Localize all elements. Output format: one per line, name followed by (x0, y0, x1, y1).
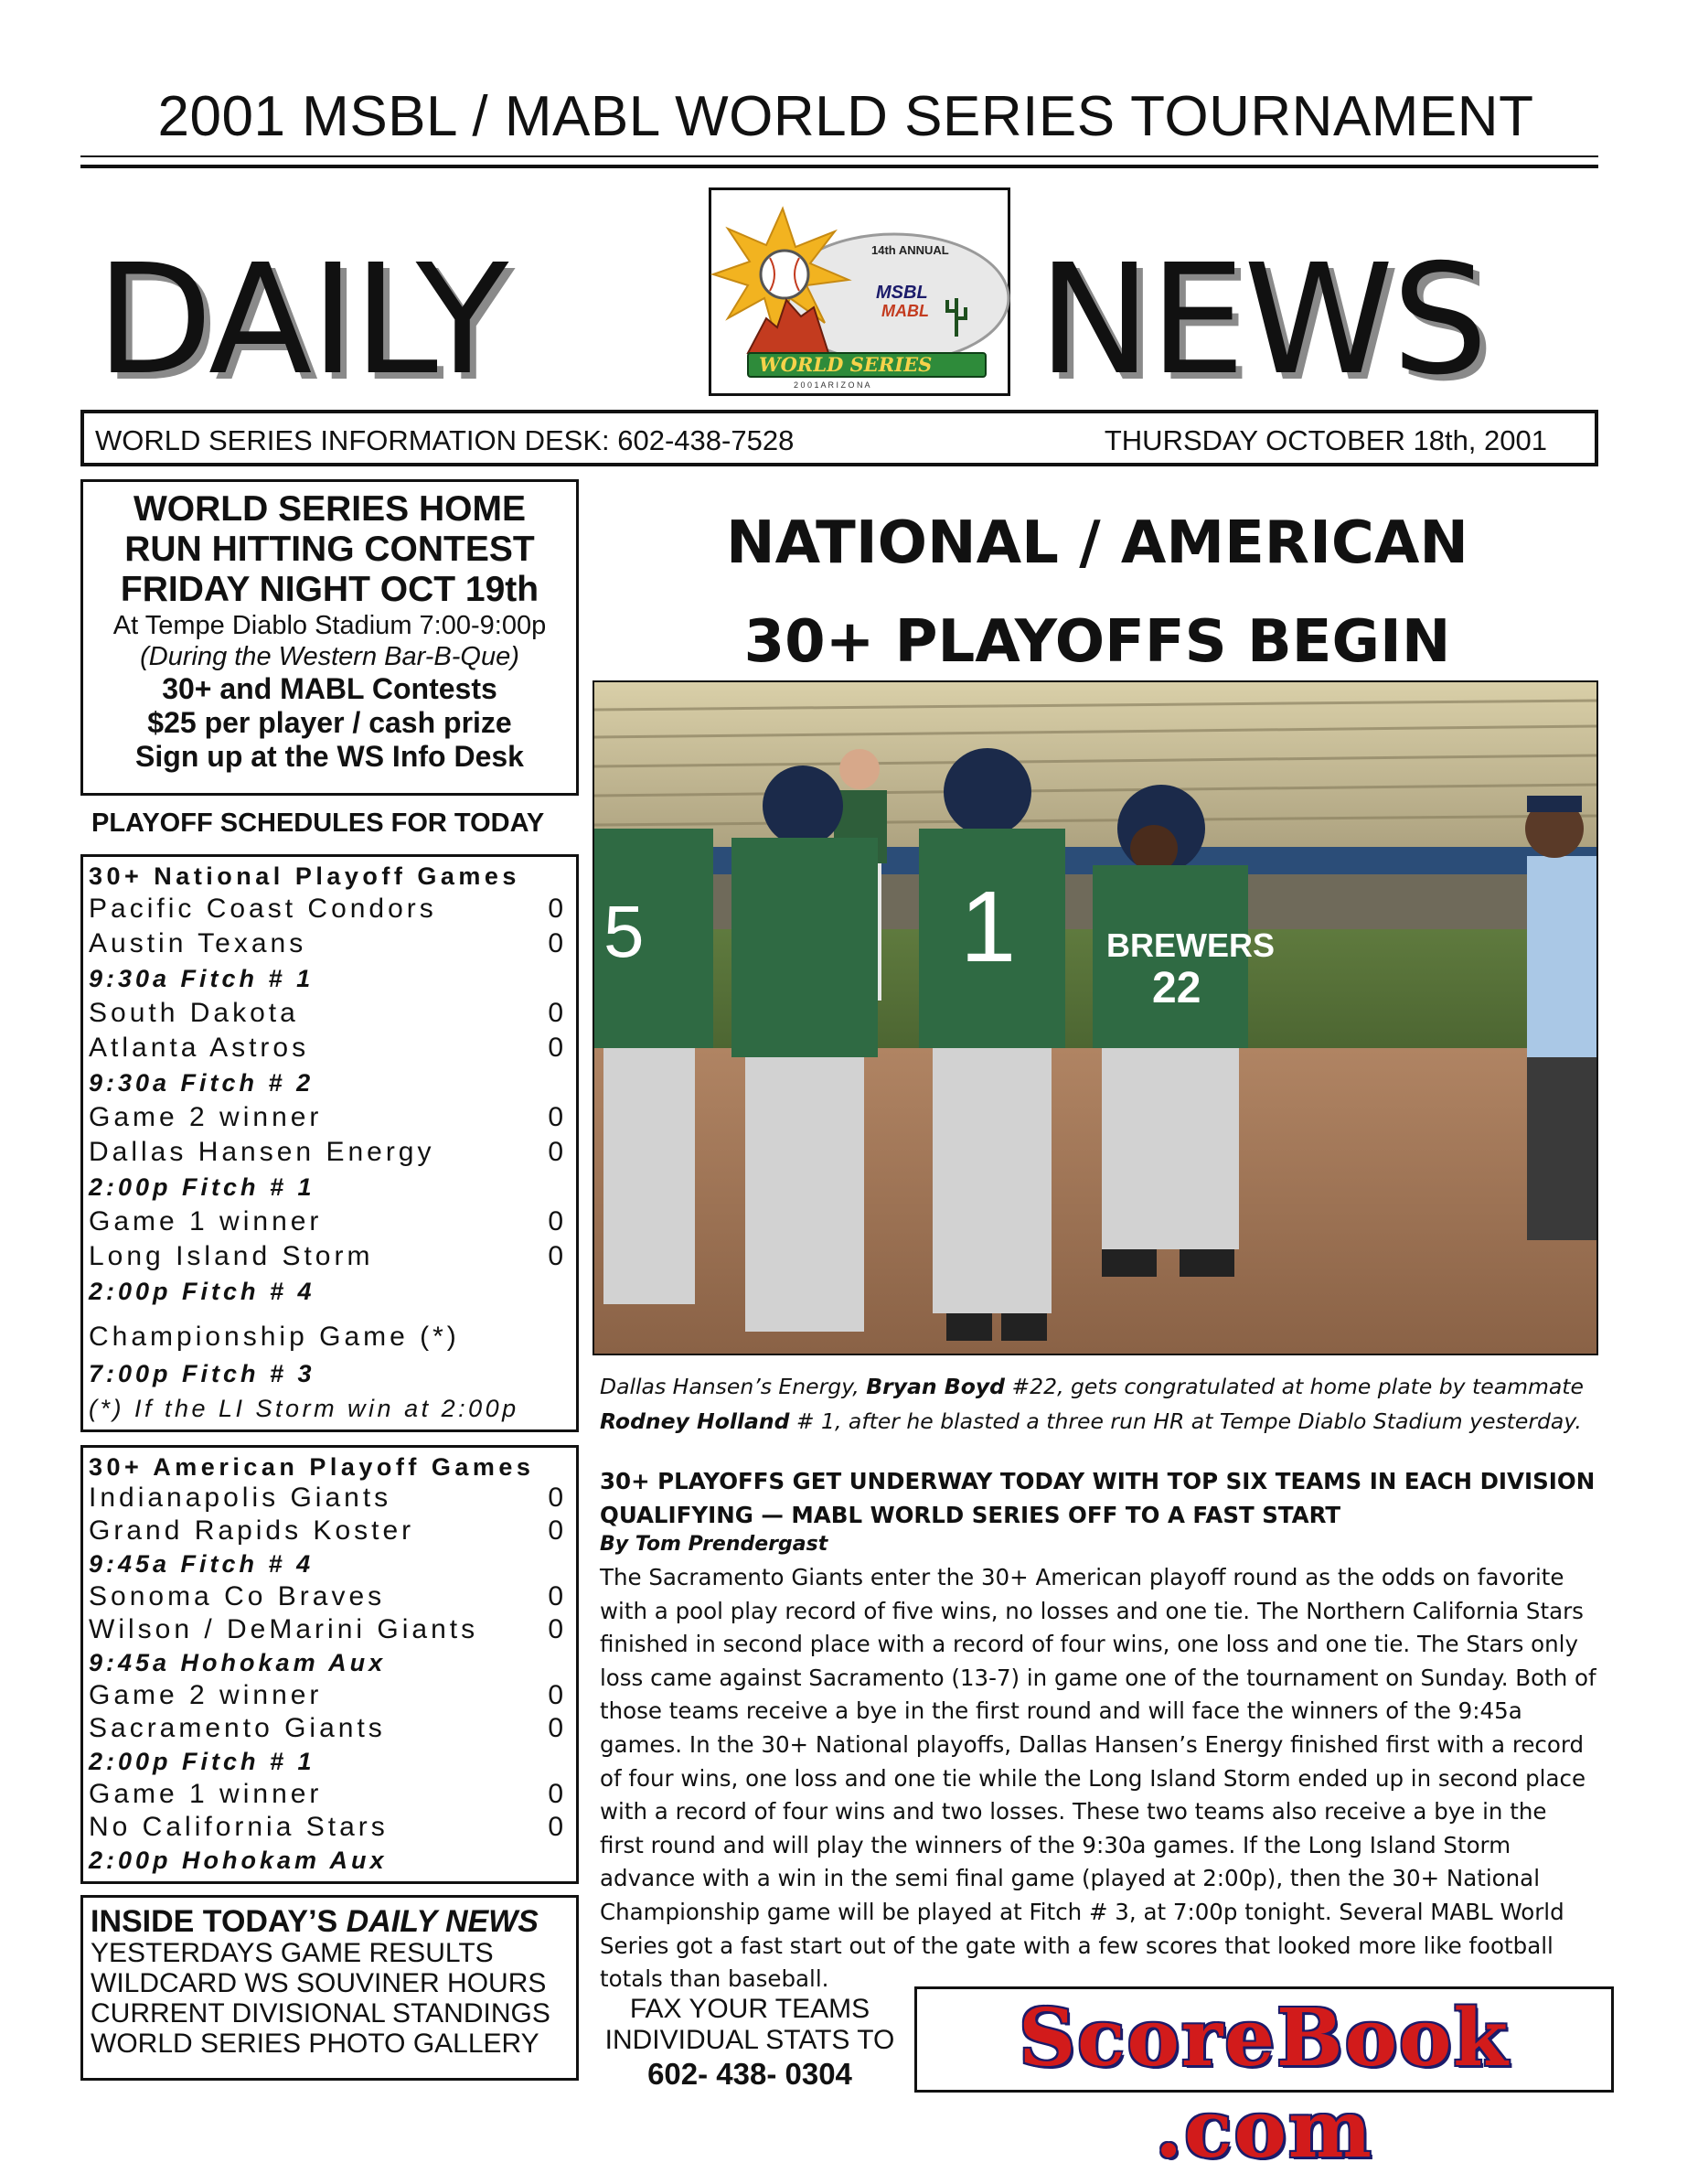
article-headline-line1: 30+ PLAYOFFS GET UNDERWAY TODAY WITH TOP SIX TEAMS IN EACH DIVISION (600, 1468, 1596, 1494)
team-name: Long Island Storm (89, 1241, 374, 1271)
schedule-row (89, 1033, 569, 1064)
inside-title-prefix: INSIDE TODAY’S (91, 1904, 347, 1939)
caption-text: # 1, after he blasted a three run HR at Tempe Diablo Stadium yesterday. (789, 1408, 1582, 1434)
schedule-row (89, 1614, 569, 1645)
baseball-icon (761, 251, 808, 298)
issue-date: THURSDAY OCTOBER 18th, 2001 (1104, 424, 1547, 456)
jersey-team-text: BREWERS (1106, 926, 1276, 964)
inside-item: YESTERDAYS GAME RESULTS (91, 1938, 494, 1968)
schedule-row (89, 894, 569, 925)
schedule-row (89, 998, 569, 1029)
game-location: 9:30a Fitch # 2 (89, 1069, 315, 1097)
team-name: Game 2 winner (89, 1680, 323, 1710)
schedule-row (89, 1515, 569, 1547)
championship-note: (*) If the LI Storm win at 2:00p (89, 1395, 519, 1422)
caption-text: #22, gets congratulated at home plate by teammate (1005, 1374, 1584, 1399)
team-score: 0 (548, 1102, 563, 1132)
team-score: 0 (548, 894, 563, 924)
team-name: Pacific Coast Condors (89, 894, 437, 924)
jersey-number-far: 5 (603, 891, 645, 972)
team-name: Game 2 winner (89, 1102, 323, 1132)
schedule-row (89, 1483, 569, 1514)
team-name: Dallas Hansen Energy (89, 1137, 435, 1167)
team-name: Grand Rapids Koster (89, 1515, 415, 1546)
team-score: 0 (548, 1713, 563, 1743)
championship-game: Championship Game (*) (89, 1322, 460, 1352)
info-bar (80, 410, 1598, 466)
team-name: South Dakota (89, 998, 299, 1028)
game-location: 2:00p Hohokam Aux (89, 1847, 388, 1874)
player-center (731, 765, 878, 1332)
team-score: 0 (548, 1812, 563, 1842)
game-location: 2:00p Fitch # 1 (89, 1173, 315, 1201)
team-name: Wilson / DeMarini Giants (89, 1614, 479, 1644)
schedule-row (89, 1206, 569, 1237)
fax-number: 602- 438- 0304 (647, 2057, 852, 2091)
hr-line6: 30+ and MABL Contests (162, 672, 497, 705)
team-name: Indianapolis Giants (89, 1483, 392, 1513)
game-location: 7:00p Fitch # 3 (89, 1360, 315, 1387)
scorebook-logo (914, 1986, 1614, 2176)
article-headline (600, 1464, 1596, 1532)
team-score: 0 (548, 1581, 563, 1611)
team-score: 0 (548, 1206, 563, 1237)
logo-org2: MABL (881, 302, 929, 320)
inside-item: WORLD SERIES PHOTO GALLERY (91, 2029, 539, 2059)
hr-line5: (During the Western Bar-B-Que) (140, 642, 519, 671)
masthead-word-daily: DAILY (96, 232, 507, 409)
game-location: 2:00p Fitch # 1 (89, 1748, 315, 1775)
world-series-logo (709, 187, 1010, 396)
home-run-contest-box (80, 479, 579, 796)
hr-line4: At Tempe Diablo Stadium 7:00-9:00p (112, 611, 547, 640)
fax-notice (594, 1994, 905, 2093)
article-headline-line2: QUALIFYING — MABL WORLD SERIES OFF TO A FAST START (600, 1502, 1341, 1528)
inside-today-box (80, 1895, 579, 2081)
caption-player-2: Rodney Holland (600, 1408, 790, 1434)
player-number-1 (919, 748, 1065, 1341)
hr-line1: WORLD SERIES HOME (133, 489, 527, 529)
team-name: No California Stars (89, 1812, 389, 1842)
game-location: 9:45a Fitch # 4 (89, 1550, 315, 1578)
team-name: Sonoma Co Braves (89, 1581, 386, 1611)
team-score: 0 (548, 928, 563, 958)
caption-text: Dallas Hansen’s Energy, (600, 1374, 867, 1399)
photo-illustration (594, 682, 1596, 1354)
article-body: The Sacramento Giants enter the 30+ American playoff round as the odds on favorite with a pool play record of five wins, no losses and one tie. The Northern California Stars finished in second place with a record of four wins, one loss and one tie. The Stars only loss came against Sacramento (13-7) in game one of the tournament on Sunday. Both of those teams receive a bye in the first round and will face the winners of the 9:45a games. In the 30+ National playoffs, Dallas Hansen’s Energy finished first with a record of four wins, one loss and one tie while the Long Island Storm ended up in second place with a record of four wins and two losses. These two teams also receive a bye in the first round and will play the winners of the 9:30a games. If the Long Island Storm advance with a win in the semi final game (played at 2:00p), then the 30+ National Championship game will be played at Fitch # 3, at 7:00p tonight. Several MABL World Series got a fast start out of the gate with a few scores that looked more like football totals than baseball. (600, 1564, 1596, 1993)
caption-player-1: Bryan Boyd (866, 1374, 1006, 1399)
fax-line2: INDIVIDUAL STATS TO (604, 2025, 895, 2055)
tournament-title: 2001 MSBL / MABL WORLD SERIES TOURNAMENT (157, 85, 1534, 148)
national-heading: 30+ National Playoff Games (89, 862, 520, 890)
game-location: 9:45a Hohokam Aux (89, 1649, 387, 1676)
hr-line3: FRIDAY NIGHT OCT 19th (120, 570, 539, 609)
schedule-row (89, 1680, 569, 1711)
team-score: 0 (548, 1241, 563, 1271)
baseball-photo (593, 680, 1598, 1355)
schedule-row (89, 1137, 569, 1168)
scorebook-text: ScoreBook .com (1019, 1992, 1510, 2176)
american-schedule-box (80, 1445, 579, 1884)
hr-line8: Sign up at the WS Info Desk (135, 740, 524, 773)
inside-title-paper: DAILY NEWS (346, 1904, 539, 1939)
hr-line7: $25 per player / cash prize (147, 706, 512, 739)
team-name: Atlanta Astros (89, 1033, 310, 1063)
team-score: 0 (548, 1033, 563, 1063)
team-score: 0 (548, 1614, 563, 1644)
game-location: 2:00p Fitch # 4 (89, 1278, 315, 1305)
schedule-row (89, 1241, 569, 1272)
masthead-rule-thick (80, 165, 1598, 168)
inside-title (91, 1905, 576, 1938)
team-score: 0 (548, 1483, 563, 1513)
headline-line2: 30+ PLAYOFFS BEGIN (743, 608, 1451, 676)
schedule-row (89, 1713, 569, 1744)
schedule-row (89, 1581, 569, 1612)
logo-graphic (711, 190, 1008, 393)
team-score: 0 (548, 1515, 563, 1546)
inside-item: WILDCARD WS SOUVINER HOURS (91, 1968, 547, 1998)
team-score: 0 (548, 1680, 563, 1710)
fax-line1: FAX YOUR TEAMS (629, 1994, 870, 2024)
article-byline: By Tom Prendergast (600, 1533, 828, 1556)
jersey-number-22: 22 (1152, 964, 1201, 1012)
game-location: 9:30a Fitch # 1 (89, 965, 315, 992)
jersey-number-1: 1 (960, 871, 1017, 983)
logo-sub: 2 0 0 1 A R I Z O N A (794, 380, 870, 390)
team-score: 0 (548, 1137, 563, 1167)
schedules-heading: PLAYOFF SCHEDULES FOR TODAY (91, 808, 545, 838)
schedule-row (89, 928, 569, 959)
team-score: 0 (548, 998, 563, 1028)
hr-line2: RUN HITTING CONTEST (124, 530, 535, 569)
team-name: Game 1 winner (89, 1206, 323, 1237)
inside-item: CURRENT DIVISIONAL STANDINGS (91, 1998, 550, 2029)
schedule-row (89, 1779, 569, 1810)
logo-annual: 14th ANNUAL (871, 243, 949, 257)
logo-series: WORLD SERIES (759, 353, 933, 376)
schedule-row (89, 1812, 569, 1843)
main-headline (594, 494, 1600, 691)
team-name: Game 1 winner (89, 1779, 323, 1809)
headline-line1: NATIONAL / AMERICAN (726, 509, 1468, 577)
photo-caption (600, 1369, 1606, 1439)
team-name: Sacramento Giants (89, 1713, 386, 1743)
national-schedule-box (80, 854, 579, 1432)
masthead-rule-thin (80, 155, 1598, 157)
schedule-row (89, 1102, 569, 1133)
masthead-word-news: NEWS (1038, 232, 1487, 409)
team-score: 0 (548, 1779, 563, 1809)
umpire (1525, 796, 1596, 1240)
american-heading: 30+ American Playoff Games (89, 1453, 535, 1481)
team-name: Austin Texans (89, 928, 307, 958)
logo-org1: MSBL (876, 283, 928, 303)
info-desk-phone: WORLD SERIES INFORMATION DESK: 602-438-7528 (95, 424, 795, 456)
